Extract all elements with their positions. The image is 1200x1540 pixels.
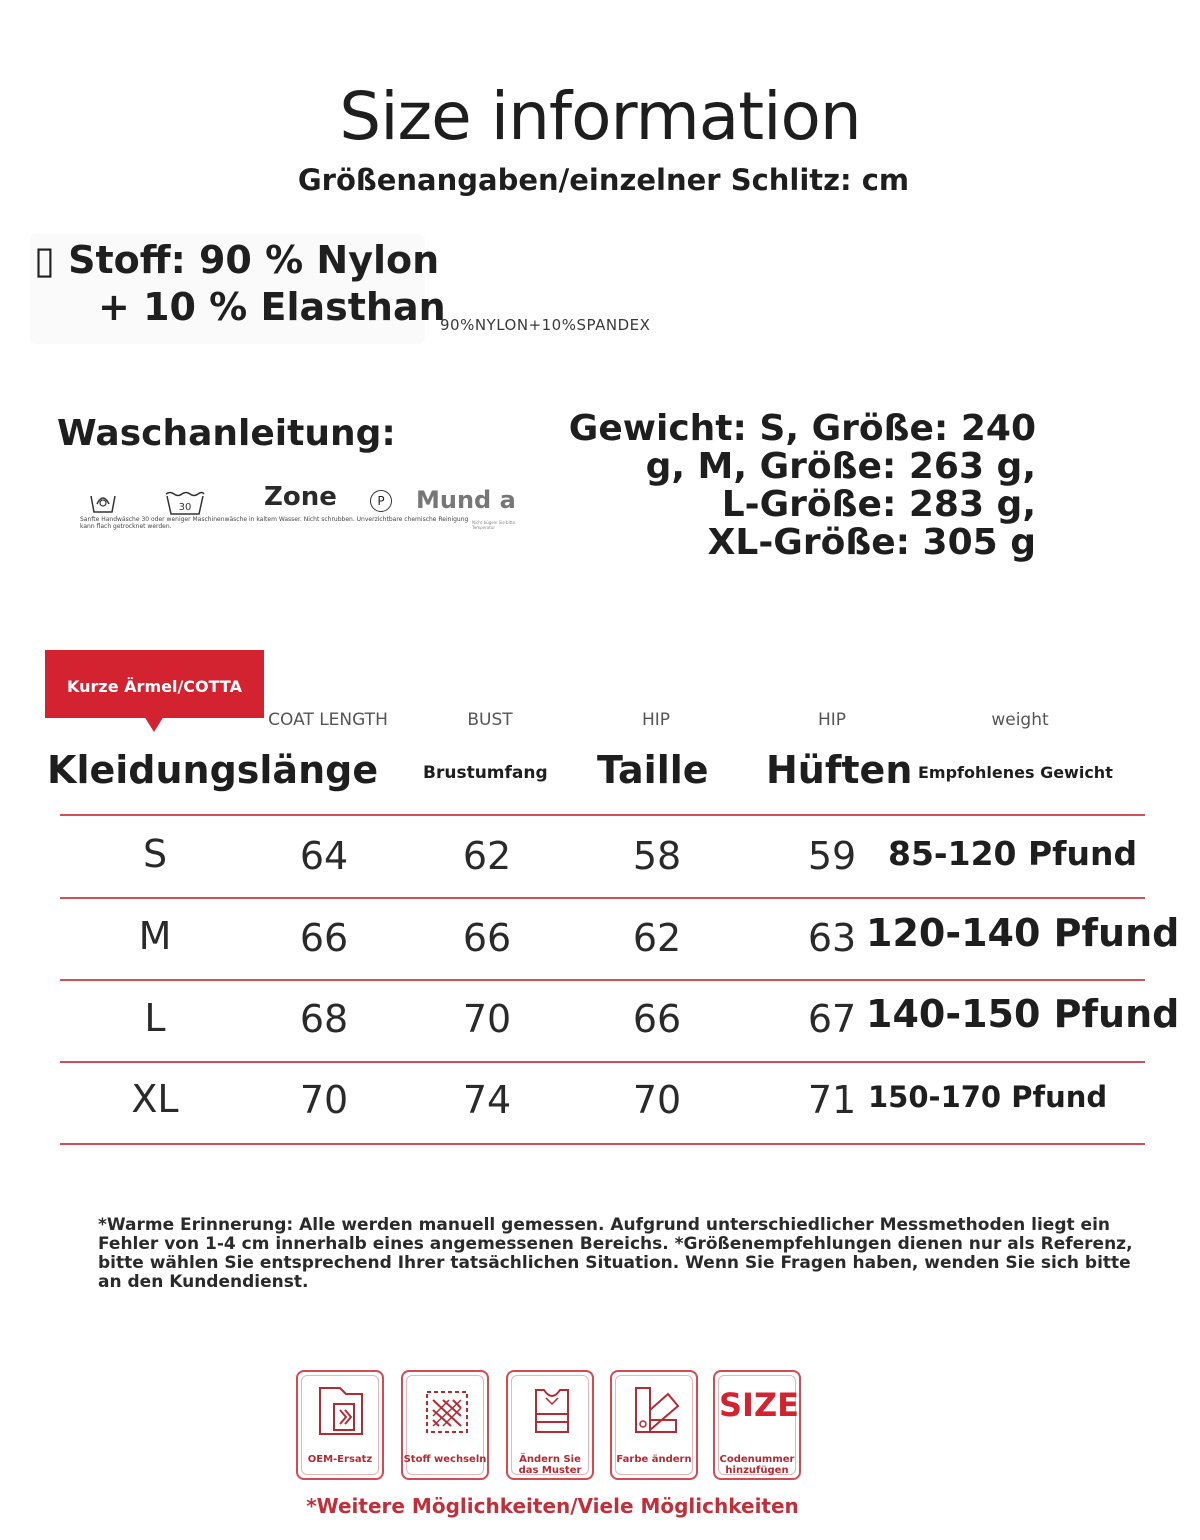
size-cell: L [144,996,166,1040]
length-cell: 70 [299,1078,349,1122]
header-en-hip-2: HIP [817,710,847,730]
feature-label: Farbe ändern [616,1454,692,1465]
feature-label: Ändern Sie das Muster [518,1454,582,1476]
category-ribbon-label: Kurze Ärmel/COTTA [67,677,242,696]
waist-cell: 62 [632,916,682,960]
pattern-change-icon [522,1380,582,1446]
header-length: Kleidungslänge [47,748,379,792]
weight-cell: 120-140 Pfund [866,911,1180,955]
header-en-weight: weight [991,710,1049,730]
weight-line-3: L-Größe: 283 g, [721,484,1036,525]
bust-cell: 62 [462,834,512,878]
header-en-hip-1: HIP [641,710,671,730]
feature-pattern [506,1370,594,1480]
feature-fabric [401,1370,489,1480]
wash-30-icon [164,490,206,516]
fabric-line-1: ▯ Stoff: 90 % Nylon [34,238,440,282]
weight-cell: 85-120 Pfund [888,834,1138,873]
care-mouth-label: Mund a [416,486,516,514]
care-zone-label: Zone [264,482,337,512]
feature-label: Stoff wechseln [403,1454,487,1465]
feature-size-code [713,1370,801,1480]
header-bust: Brustumfang [423,763,548,783]
size-cell: S [142,832,168,876]
footer-note: *Weitere Möglichkeiten/Viele Möglichkeiten [306,1494,799,1518]
header-en-bust: BUST [467,710,513,730]
bust-cell: 74 [462,1078,512,1122]
weight-line-4: XL-Größe: 305 g [707,522,1036,563]
table-divider [60,1143,1145,1145]
header-en-coat-length: COAT LENGTH [268,710,388,730]
weight-cell: 150-170 Pfund [868,1080,1108,1114]
table-divider [60,814,1145,816]
hand-wash-icon [88,488,118,516]
header-waist: Taille [597,748,709,792]
fabric-line-2: + 10 % Elasthan [98,285,446,329]
feature-label: OEM-Ersatz [307,1454,373,1465]
table-divider [60,979,1145,981]
weight-cell: 140-150 Pfund [866,992,1180,1036]
size-cell: M [138,914,172,958]
waist-cell: 66 [632,997,682,1041]
garment-weights [560,410,1036,562]
waist-cell: 58 [632,834,682,878]
bust-cell: 66 [462,916,512,960]
size-code-icon: SIZE [719,1386,800,1424]
hips-cell: 67 [807,997,857,1041]
page-subtitle: Größenangaben/einzelner Schlitz: cm [297,163,910,197]
oem-replace-icon [312,1380,372,1446]
measurement-note: *Warme Erinnerung: Alle werden manuell gemessen. Aufgrund unterschiedlicher Messmethoden liegt ein Fehler von 1-4 cm innerhalb eines angemessenen Bereichs. *Größenempfehlungen dienen nur als Referenz, bitte wählen Sie entsprechend Ihrer tatsächlichen Situation. Wenn Sie Fragen haben, wenden Sie sich bitte an den Kundendienst. [98,1215,1133,1292]
header-hips: Hüften [766,748,913,792]
fabric-english: 90%NYLON+10%SPANDEX [440,316,651,334]
table-divider [60,1061,1145,1063]
care-symbols [78,478,538,538]
bust-cell: 70 [462,997,512,1041]
wash-temperature: 30 [178,502,192,513]
feature-label: Codenummer hinzufügen [719,1454,795,1476]
fabric-swap-icon [417,1380,477,1446]
size-cell: XL [131,1077,179,1121]
weight-line-2: g, M, Größe: 263 g, [645,446,1036,487]
header-weight: Empfohlenes Gewicht [918,763,1113,782]
feature-oem [296,1370,384,1480]
length-cell: 66 [299,916,349,960]
table-divider [60,897,1145,899]
hips-cell: 59 [807,834,857,878]
weight-line-1: Gewicht: S, Größe: 240 [568,408,1036,449]
page-title: Size information [339,78,861,155]
washing-heading: Waschanleitung: [57,413,396,454]
length-cell: 64 [299,834,349,878]
care-instructions: Sanfte Handwäsche 30 oder weniger Maschinenwäsche in kaltem Wasser. Nicht schrubben. Unverzichtbare chemische Reinigung kann flach getrocknet werden. [80,516,469,530]
feature-color [610,1370,698,1480]
hips-cell: 71 [807,1078,857,1122]
ribbon-pointer [144,716,164,732]
length-cell: 68 [299,997,349,1041]
dry-clean-p-icon: P [370,490,392,512]
care-tiny-note: Nicht bügeln Sie bitte Temperatur [472,520,516,530]
hips-cell: 63 [807,916,857,960]
waist-cell: 70 [632,1078,682,1122]
color-change-icon [626,1380,686,1446]
